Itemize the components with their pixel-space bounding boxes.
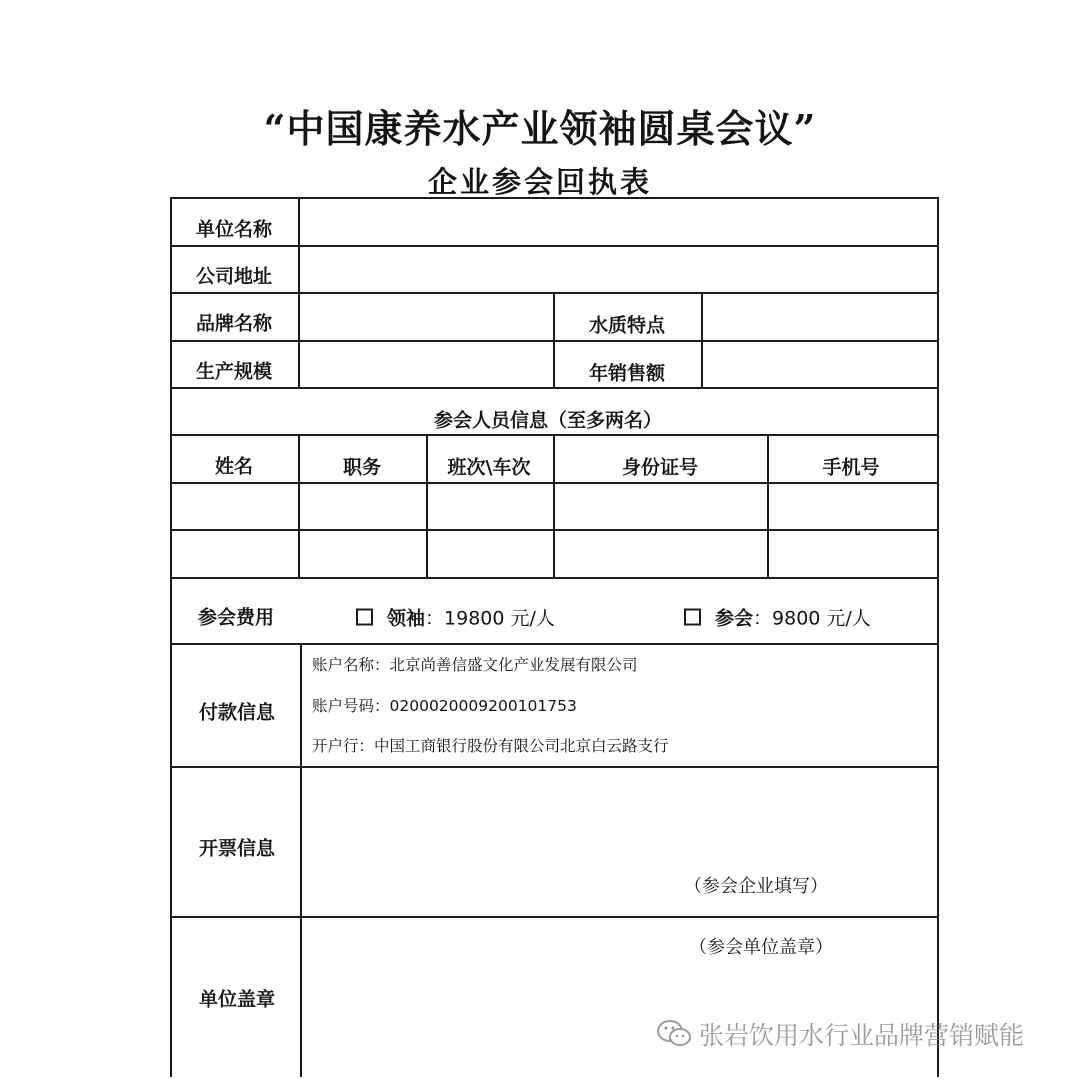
column-header-train-flight: 班次\车次 [447,456,531,479]
col-divider [553,292,555,387]
attendee-1-phone-cell[interactable] [769,484,937,528]
account-name-text: 账户名称：北京尚善信盛文化产业发展有限公司 [312,656,638,674]
row-divider [170,387,939,389]
company-name-field[interactable] [300,199,937,244]
annual-sales-label: 年销售额 [588,362,666,385]
invoice-label: 开票信息 [198,837,276,860]
watermark [655,1016,1024,1052]
leader-checkbox[interactable] [356,609,373,626]
invoice-note: （参会企业填写） [684,876,828,897]
attendee-1-train-cell[interactable] [428,484,552,528]
seal-label: 单位盖章 [198,988,276,1011]
attendee-2-phone-cell[interactable] [769,531,937,576]
production-scale-label: 生产规模 [195,360,273,383]
column-header-name: 姓名 [214,455,254,478]
leader-option-price: ：19800 元/人 [425,607,555,630]
seal-note: （参会单位盖章） [689,937,833,958]
brand-name-label: 品牌名称 [195,312,273,335]
column-header-position: 职务 [342,456,382,479]
attendee-checkbox[interactable] [684,609,701,626]
attendee-option-price: ：9800 元/人 [753,607,871,630]
account-number-text: 账户号码：0200020009200101753 [312,697,577,715]
brand-name-field[interactable] [300,294,552,339]
attendee-1-position-cell[interactable] [300,484,425,528]
attendee-2-id-cell[interactable] [555,531,766,576]
fee-option-leader[interactable] [356,604,555,631]
leader-option-name: 领袖 [387,607,426,630]
annual-sales-field[interactable] [703,342,937,386]
attendee-option-name: 参会 [715,607,754,630]
wechat-icon [655,1019,693,1049]
page-title: “中国康养水产业领袖圆桌会议” [263,106,817,151]
water-quality-field[interactable] [703,294,937,339]
column-header-phone: 手机号 [822,456,880,479]
company-address-field[interactable] [300,247,937,291]
production-scale-field[interactable] [300,342,552,386]
attendee-section-title: 参会人员信息（至多两名） [433,409,663,432]
seal-field[interactable] [302,918,937,1078]
bank-name-text: 开户行：中国工商银行股份有限公司北京白云路支行 [312,737,669,755]
column-header-id-number: 身份证号 [621,456,699,479]
attendee-2-name-cell[interactable] [172,531,297,576]
row-divider [170,577,939,579]
payment-label: 付款信息 [198,701,276,724]
attendee-1-id-cell[interactable] [555,484,766,528]
page-subtitle: 企业参会回执表 [427,165,652,199]
attendee-2-train-cell[interactable] [428,531,552,576]
company-name-label: 单位名称 [195,218,273,241]
invoice-field[interactable] [302,768,937,915]
fee-option-attendee[interactable] [684,604,871,631]
watermark-text: 张岩饮用水行业品牌营销赋能 [699,1021,1025,1050]
water-quality-label: 水质特点 [588,314,666,337]
attendee-1-name-cell[interactable] [172,484,297,528]
company-address-label: 公司地址 [195,265,273,288]
fee-label: 参会费用 [197,606,275,629]
row-divider [170,643,939,645]
attendee-2-position-cell[interactable] [300,531,425,576]
